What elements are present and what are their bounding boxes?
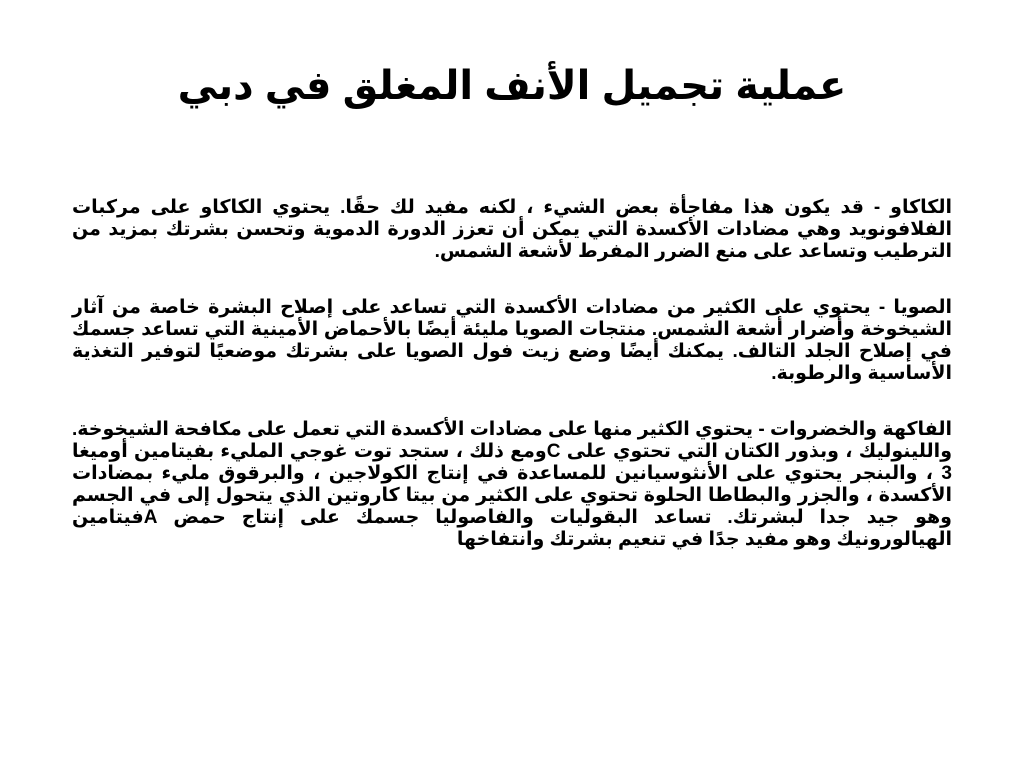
paragraph-soy: الصويا - يحتوي على الكثير من مضادات الأكسدة التي تساعد على إصلاح البشرة خاصة من آثار الشيخوخة وأضرار أشعة الشمس. منتجات الصويا مليئة أيضًا بالأحماض الأمينية التي تساعد جسمك في إصلاح الجلد التالف. يمكنك أيضًا وضع زيت فول الصويا على بشرتك موضعيًا لتوفير التغذية الأساسية والرطوبة.: [72, 297, 952, 384]
paragraph-fruits-vegetables: الفاكهة والخضروات - يحتوي الكثير منها على مضادات الأكسدة التي تعمل على مكافحة الشيخوخة. واللينوليك ، وبذور الكتان التي تحتوي على Cومع ذلك ، ستجد توت غوجي المليء بفيتامين أوميغا 3 ، والبنجر يحتوي على الأنثوسيانين للمساعدة في إنتاج الكولاجين ، والبرقوق مليء بمضادات الأكسدة ، والجزر والبطاطا الحلوة تحتوي على الكثير من بيتا كاروتين الذي يتحول إلى في الجسم وهو جيد جدا لبشرتك. تساعد البقوليات والفاصوليا جسمك على إنتاج حمض Aفيتامين الهيالورونيك وهو مفيد جدًا في تنعيم بشرتك وانتفاخها: [72, 419, 953, 550]
paragraph-cocoa: الكاكاو - قد يكون هذا مفاجأة بعض الشيء ، لكنه مفيد لك حقًا. يحتوي الكاكاو على مركبات الفلافونويد وهي مضادات الأكسدة التي يمكن أن تعزز الدورة الدموية وتحسن بشرتك بمزيد من الترطيب وتساعد على منع الضرر المفرط لأشعة الشمس.: [72, 197, 952, 262]
slide-body: [72, 197, 952, 551]
slide-title: عملية تجميل الأنف المغلق في دبي: [177, 64, 847, 108]
